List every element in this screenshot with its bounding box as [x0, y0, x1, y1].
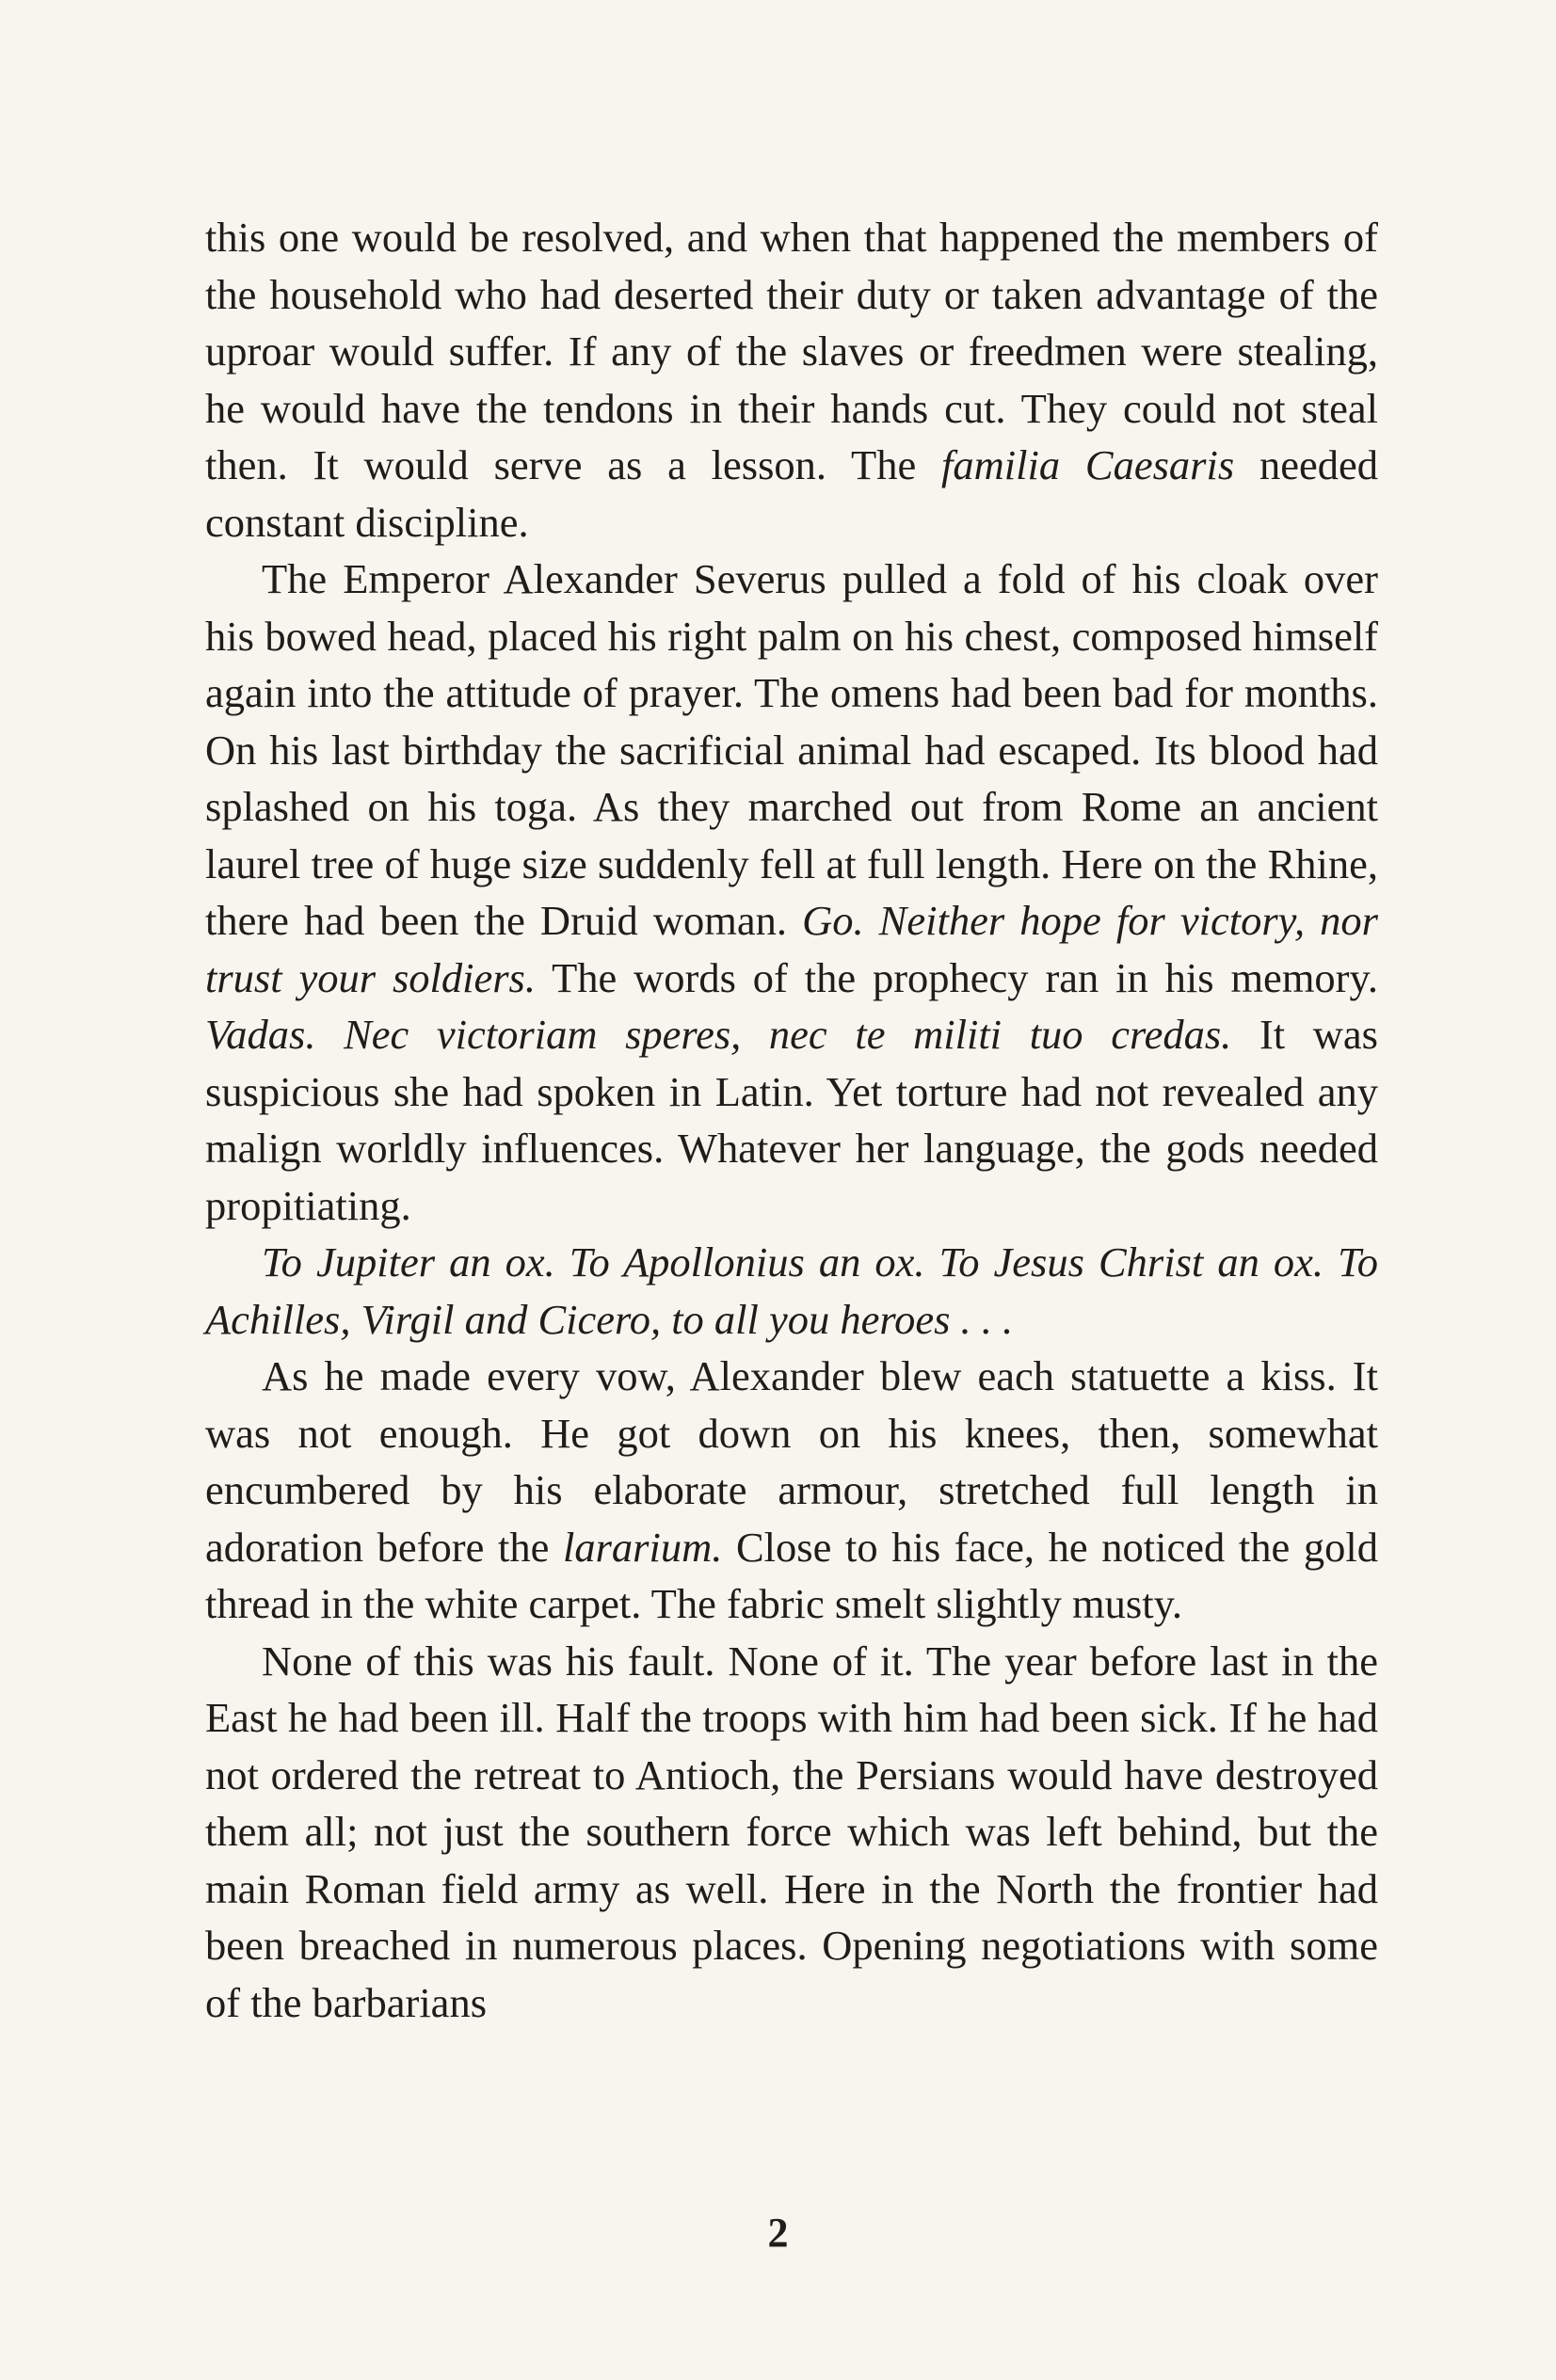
italic-text-segment: To Jupiter an ox. To Apollonius an ox. To Jesus Christ an ox. To Achilles, Virgil and Cicero, to all you heroes . . .	[205, 1238, 1378, 1343]
text-segment: The words of the prophecy ran in his memory.	[536, 953, 1378, 1001]
paragraph-3	[205, 1234, 1378, 1348]
text-segment: The Emperor Alexander Severus pulled a fold of his cloak over his bowed head, placed his right palm on his chest, composed himself again into the attitude of prayer. The omens had been bad for months. On his last birthday the sacrificial animal had escaped. Its blood had splashed on his toga. As they marched out from Rome an ancient laurel tree of huge size suddenly fell at full length. Here on the Rhine, there had been the Druid woman.	[205, 555, 1378, 944]
text-segment: It was suspicious she had spoken in Latin. Yet torture had not revealed any malign worldly influences. Whatever her language, the gods needed propitiating.	[205, 1011, 1378, 1229]
text-segment: As he made every vow, Alexander blew each statuette a kiss. It was not enough. He got down on his knees, then, somewhat encumbered by his elaborate armour, stretched full length in adoration before the	[205, 1352, 1378, 1571]
text-segment: this one would be resolved, and when that happened the members of the household who had deserted their duty or taken advantage of the uproar would suffer. If any of the slaves or freedmen were stealing, he would have the tendons in their hands cut. They could not steal then. It would serve as a lesson. The	[205, 214, 1378, 488]
text-segment: needed constant discipline.	[205, 441, 1378, 546]
paragraph-5	[205, 1633, 1378, 2032]
text-segment: Close to his face, he noticed the gold thread in the white carpet. The fabric smelt slightly musty.	[205, 1523, 1378, 1627]
italic-text-segment: lararium.	[562, 1523, 723, 1571]
italic-text-segment: Vadas. Nec victoriam speres, nec te militi tuo credas.	[205, 1011, 1232, 1058]
paragraph-2	[205, 551, 1378, 1234]
italic-text-segment: familia Caesaris	[941, 441, 1235, 488]
body-text	[205, 209, 1378, 2031]
paragraph-1	[205, 209, 1378, 551]
italic-text-segment: Go. Neither hope for victory, nor trust your soldiers.	[205, 897, 1378, 1001]
paragraph-4	[205, 1348, 1378, 1633]
page-number: 2	[767, 2210, 789, 2256]
text-segment: None of this was his fault. None of it. The year before last in the East he had been ill. Half the troops with him had been sick. If he had not ordered the retreat to Antioch, the Persians would have destroyed them all; not just the southern force which was left behind, but the main Roman field army as well. Here in the North the frontier had been breached in numerous places. Opening negotiations with some of the barbarians	[205, 1637, 1378, 2026]
